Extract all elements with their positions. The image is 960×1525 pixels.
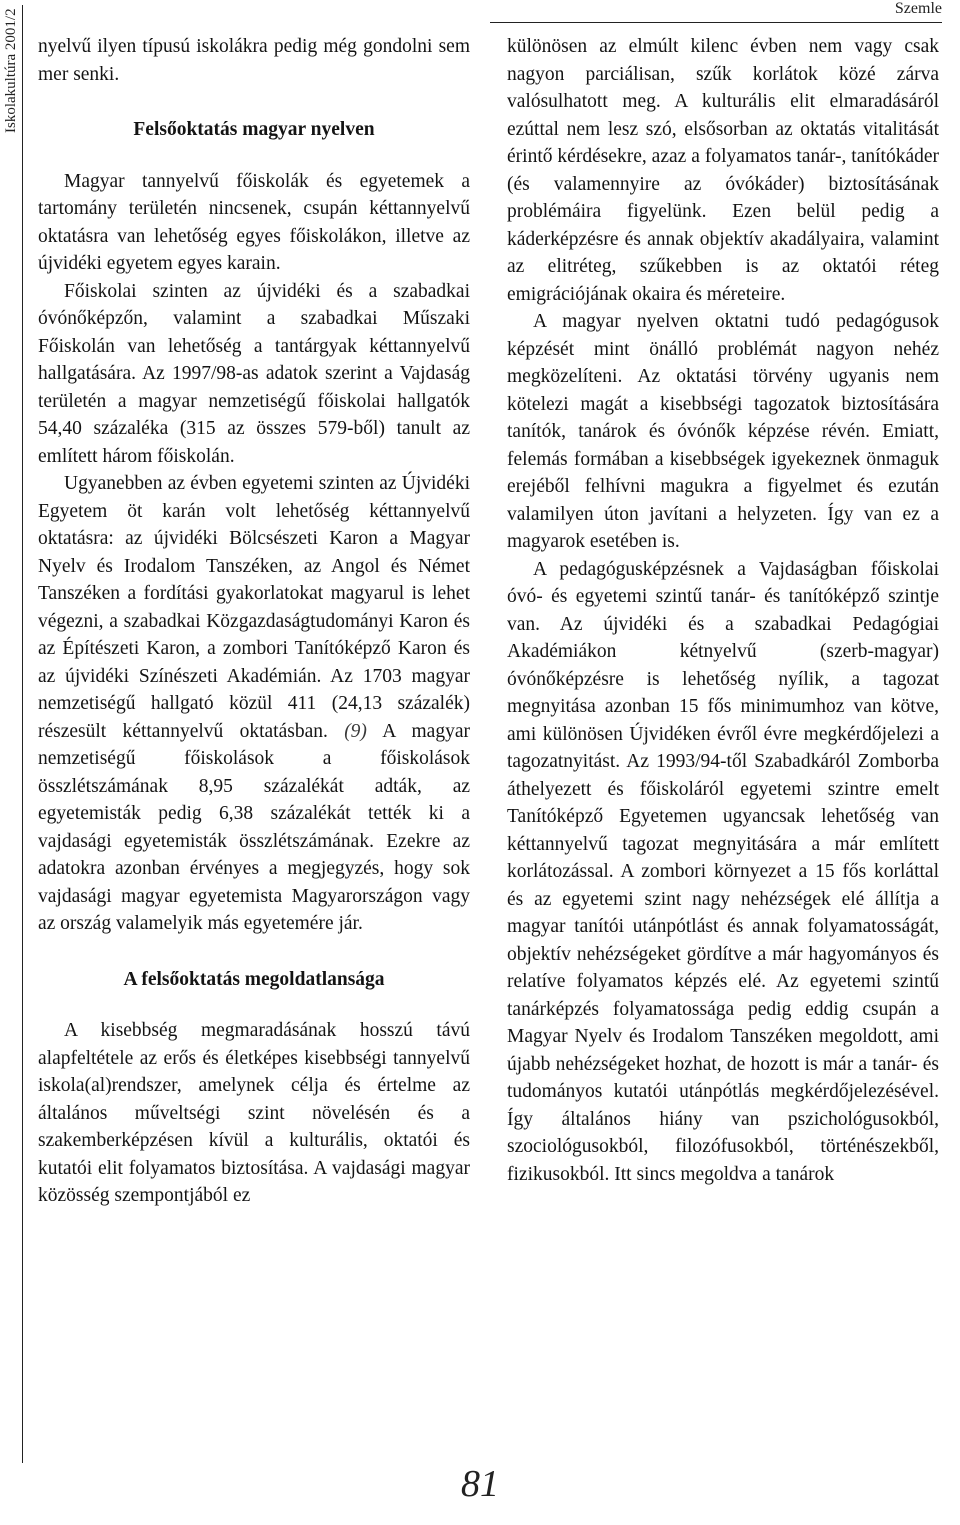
section-heading: Felsőoktatás magyar nyelven [133,119,375,140]
paragraph [38,470,470,938]
paragraph-text: A magyar nemzetiségű főiskolások a főiskolások összlétszámának 8,95 százalékát adták, az egyetemisták pedig 6,38 százalékát tették ki a vajdasági egyetemisták összlétszámának. Ezekre az adatokra azonban érvényes a megjegyzés, hogy sok vajdasági magyar egyetemista Magyarországon vagy az ország valamelyik más egyetemére jár. [38,720,470,934]
paragraph: különösen az elmúlt kilenc évben nem vagy csak nagyon parciálisan, szűk korlátok közé zárva valósulhatott meg. A kulturális elit elmaradásáról ezúttal nem lesz szó, elsősorban az oktatás vitalitását érintő kérdésekre, azaz a folyamatos tanár-, tanítókáder (és valamennyire az óvókáder) biztosításának problémáira figyelünk. Ezen belül pedig a káderképzésre és annak objektív akadályaira, valamint az elitréteg, szűkebben is az oktatói réteg emigrációjának okaira és méreteire. [507,36,939,305]
header-rule [490,22,942,23]
left-column [38,33,470,1210]
journal-side-label: Iskolakultúra 2001/2 [3,8,19,133]
page-number: 81 [461,1463,499,1505]
paragraph: Magyar tannyelvű főiskolák és egyetemek a tartomány területén nincsenek, csupán kéttannyelvű oktatásra van lehetőség egyes főiskolákon, illetve az újvidéki egyetem egyes karain. [38,170,470,274]
side-rule [22,5,23,1463]
right-column [507,33,939,1188]
paragraph: A kisebbség megmaradásának hosszú távú alapfeltétele az erős és életképes kisebbségi tannyelvű iskola(al)rendszer, amelynek célja és értelme az általános műveltségi szint növelésén és a szakemberképzésen kívül a kulturális, oktatói és kutatói elit folyamatos biztosítása. A vajdasági magyar közösség szempontjából ez [38,1020,470,1206]
section-label: Szemle [894,0,942,17]
paragraph: nyelvű ilyen típusú iskolákra pedig még gondolni sem mer senki. [38,36,470,85]
paragraph-text: Ugyanebben az évben egyetemi szinten az Újvidéki Egyetem öt karán volt lehetőség kéttannyelvű oktatásra: az újvidéki Bölcsészeti Karon a Magyar Nyelv és Irodalom Tanszéken, az Angol és Német Tanszéken a fordítási gyakorlatokat magyarul is lehet végezni, a szabadkai Közgazdaságtudományi Karon és az Építészeti Karon, a zombori Tanítóképző Karon és az újvidéki Színészeti Akadémián. Az 1703 magyar nemzetiségű hallgató közül 411 (24,13 százalék) részesült kéttannyelvű oktatásban. [38,473,470,742]
footnote-reference[interactable]: (9) [344,720,367,742]
paragraph: A pedagógusképzésnek a Vajdaságban főiskolai óvó- és egyetemi szintű tanár- és tanítóképző szintje van. Az újvidéki és a szabadkai Pedagógiai Akadémiákon kétnyelvű (szerb-magyar) óvónőképzésre is lehetőség nyílik, a tagozat megnyitása azonban 15 fős minimumhoz van kötve, ami különösen Újvidéken évről évre megkérdőjelezi a tagozatnyitást. Az 1993/94-től Szabadkáról Zomborba áthelyezett és főiskoláról egyetemi szintre emelt Tanítóképző Egyetemen ugyancsak lehetőség van kéttannyelvű tagozat megnyitására a már említett korlátozással. A zombori környezet a 15 fős korláttal és az egyetemi szint nagy nehézségek elé állítja a magyar tanítói utánpótlást és annak folyamatosságát, objektív nehézségeket gördítve a már hagyományos és relatíve folyamatos képzés elé. Az egyetemi szintű tanárképzés folyamatossága pedig eddig csupán a Magyar Nyelv és Irodalom Tanszéken megoldott, ami újabb nehézségeket hozhat, de hozott is már a tanár- és tudományos kutatói utánpótlás megkérdőjelezésével. Így általános hiány van pszichológusokból, szociológusokból, filozófusokból, történészekből, fizikusokból. Itt sincs megoldva a tanárok [507,558,939,1185]
section-heading: A felsőoktatás megoldatlansága [123,968,385,990]
paragraph: Főiskolai szinten az újvidéki és a szabadkai óvónőképzőn, valamint a szabadkai Műszaki Főiskolán van lehetőség a tantárgyak kéttannyelvű hallgatására. Az 1997/98-as adatok szerint a Vajdaság területén a magyar nemzetiségű főiskolai hallgatók 54,40 százaléka (315 az összes 579-ből) tanult az említett három főiskolán. [38,280,470,467]
paragraph: A magyar nyelven oktatni tudó pedagógusok képzését mint önálló problémát nagyon nehéz megközelíteni. Az oktatási törvény ugyanis nem kötelezi magát a kisebbségi tagozatok biztosítására tanítók, tanárok és óvónők képzése révén. Emiatt, felemás formában a kisebbségek igyekeznek önmaguk erejéből felhívni magukra a figyelmet és ezután valamilyen úton javítani a helyzeten. Így van ez a magyarok esetében is. [507,311,939,552]
